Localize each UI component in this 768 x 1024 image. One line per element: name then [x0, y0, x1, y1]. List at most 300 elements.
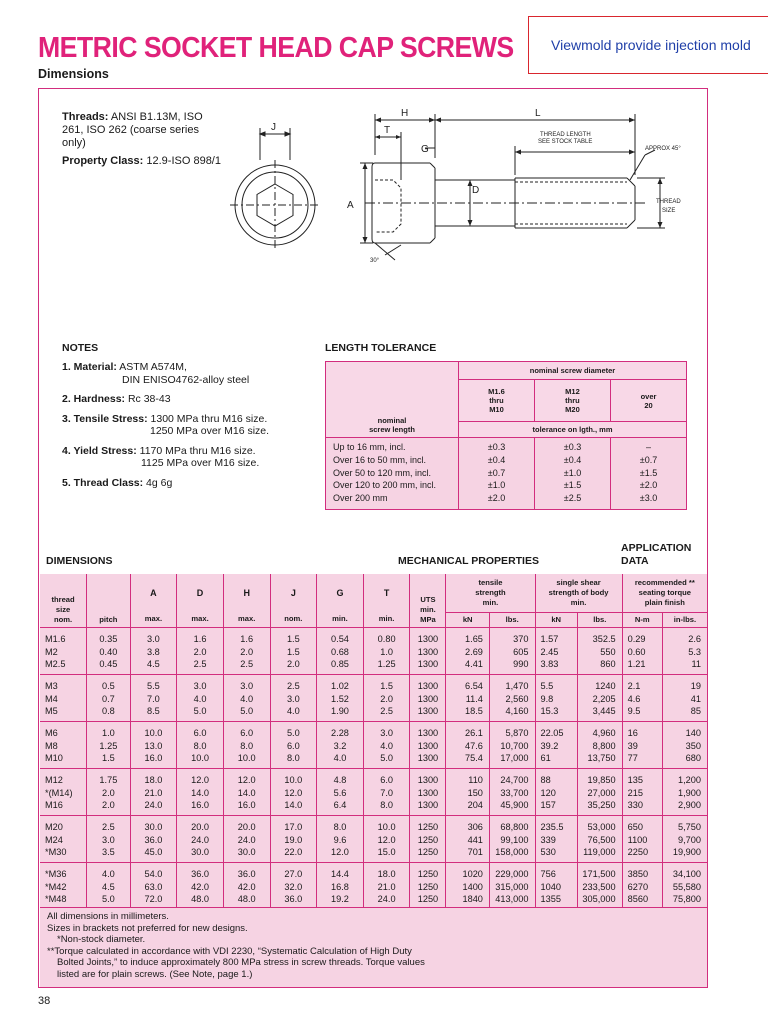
property-class-spec — [62, 155, 221, 168]
page-title: METRIC SOCKET HEAD CAP SCREWS — [38, 32, 514, 64]
label-g: G — [421, 144, 429, 155]
table-cell: 3.0 — [363, 727, 410, 740]
table-cell: 1.57 — [535, 633, 577, 646]
table-cell: 99,100 — [489, 834, 535, 847]
table-cell: 24.0 — [177, 834, 224, 847]
table-cell: 680 — [662, 752, 707, 768]
note-thread-class: 5. Thread Class: 4g 6g — [62, 476, 173, 489]
table-cell: 1250 — [410, 868, 446, 881]
table-cell: 3.0 — [130, 633, 177, 646]
table-cell: 3850 — [622, 868, 662, 881]
table-cell: 13,750 — [577, 752, 622, 768]
table-cell: 8.0 — [223, 740, 270, 753]
footnote-brackets: Sizes in brackets not preferred for new designs. — [47, 922, 248, 934]
table-cell: 4.0 — [270, 705, 317, 721]
table-cell: 0.68 — [317, 646, 364, 659]
tolerance-cell: Over 16 to 50 mm, incl. — [333, 454, 427, 465]
table-cell: 119,000 — [577, 846, 622, 862]
table-cell: 16.0 — [223, 799, 270, 815]
table-cell: M5 — [40, 705, 87, 721]
table-cell: 4.0 — [223, 693, 270, 706]
table-cell: 4.6 — [622, 693, 662, 706]
table-cell: 19.0 — [270, 834, 317, 847]
table-cell: 2.0 — [177, 646, 224, 659]
application-data-heading: APPLICATION DATA — [621, 542, 692, 567]
torque-inlbs-header: in-lbs. — [662, 612, 707, 627]
table-cell: 0.40 — [87, 646, 130, 659]
table-cell: 8.0 — [317, 821, 364, 834]
approx-45-label: APPROX 45° — [645, 146, 681, 152]
table-cell: 2.0 — [87, 787, 130, 800]
table-cell: 36.0 — [130, 834, 177, 847]
table-cell: 18.0 — [363, 868, 410, 881]
table-cell: 6.0 — [270, 740, 317, 753]
table-cell: M1.6 — [45, 634, 66, 644]
table-cell: 5,870 — [489, 727, 535, 740]
thread-size-header: thread size nom. — [40, 574, 87, 627]
tolerance-header: tolerance on lgth., mm — [459, 422, 687, 438]
table-cell: 88 — [535, 774, 577, 787]
table-cell: 15.0 — [363, 846, 410, 862]
table-cell: 0.60 — [622, 646, 662, 659]
table-cell: 8560 — [622, 893, 662, 909]
table-cell: 36.0 — [223, 868, 270, 881]
footnote-torque: **Torque calculated in accordance with VDI 2230, “Systematic Calculation of High Duty — [47, 945, 412, 957]
table-row — [40, 633, 707, 646]
table-cell: 16.0 — [130, 752, 177, 768]
table-cell: 1100 — [622, 834, 662, 847]
table-cell: 1250 — [410, 881, 446, 894]
table-cell: 5.0 — [363, 752, 410, 768]
table-cell: 36.0 — [177, 868, 224, 881]
t-header: T — [363, 574, 410, 612]
table-cell: 30.0 — [130, 821, 177, 834]
tolerance-row — [326, 438, 687, 454]
table-cell: 4.0 — [363, 740, 410, 753]
table-cell: 339 — [535, 834, 577, 847]
tolerance-cell: ±3.0 — [610, 492, 686, 509]
table-cell: 17.0 — [270, 821, 317, 834]
table-cell: 4,960 — [577, 727, 622, 740]
table-cell: 2250 — [622, 846, 662, 862]
table-cell: 11.4 — [446, 693, 489, 706]
table-cell: 75,800 — [662, 893, 707, 909]
tensile-strength-header: tensile strength min. — [446, 574, 535, 612]
table-cell: 1020 — [446, 868, 489, 881]
table-cell: 14.0 — [223, 787, 270, 800]
table-cell: 13.0 — [130, 740, 177, 753]
table-cell: 7.0 — [363, 787, 410, 800]
table-cell: 27,000 — [577, 787, 622, 800]
j-sub-header: nom. — [270, 612, 317, 627]
d-sub-header: max. — [177, 612, 224, 627]
seating-torque-header: recommended ** seating torque plain finish — [622, 574, 707, 612]
thread-size-label-1: THREAD — [656, 199, 681, 205]
table-cell: 2.0 — [223, 646, 270, 659]
table-cell: 2,900 — [662, 799, 707, 815]
table-cell: 9.5 — [622, 705, 662, 721]
shear-strength-header: single shear strength of body min. — [535, 574, 622, 612]
table-cell: 10.0 — [223, 752, 270, 768]
g-header: G — [317, 574, 364, 612]
table-cell: 0.45 — [87, 658, 130, 674]
table-cell: 5.0 — [87, 893, 130, 909]
table-cell: 1355 — [535, 893, 577, 909]
table-cell: 42.0 — [223, 881, 270, 894]
tolerance-cell: ±1.0 — [534, 467, 610, 480]
table-cell: 2.0 — [363, 693, 410, 706]
table-cell: 1.6 — [223, 633, 270, 646]
table-cell: 1.0 — [87, 727, 130, 740]
table-cell: 1.21 — [622, 658, 662, 674]
thread-length-note: SEE STOCK TABLE — [538, 139, 593, 145]
table-cell: 24.0 — [223, 834, 270, 847]
table-cell: 2.0 — [87, 799, 130, 815]
note-yield-stress: 4. Yield Stress: 1170 MPa thru M16 size. 1125 MPa over M16 size. — [62, 444, 260, 469]
table-cell: 0.8 — [87, 705, 130, 721]
table-cell: M12 — [45, 775, 63, 785]
footnote-non-stock: *Non-stock diameter. — [57, 934, 146, 945]
table-cell: 8.0 — [270, 752, 317, 768]
table-cell: 1300 — [410, 799, 446, 815]
table-cell: 76,500 — [577, 834, 622, 847]
table-cell: 1040 — [535, 881, 577, 894]
table-cell: *M48 — [40, 893, 87, 909]
table-cell: 3,445 — [577, 705, 622, 721]
footnote-units: All dimensions in millimeters. — [47, 911, 169, 922]
tolerance-cell: ±1.5 — [534, 479, 610, 492]
table-cell: 110 — [446, 774, 489, 787]
label-30-deg: 30° — [370, 258, 380, 264]
tolerance-cell: ±1.5 — [610, 467, 686, 480]
table-cell: 3.0 — [87, 834, 130, 847]
table-cell: M4 — [45, 693, 58, 704]
threads-spec — [62, 111, 203, 150]
screw-diagram — [225, 100, 705, 280]
table-cell: 701 — [446, 846, 489, 862]
table-cell: 1300 — [410, 680, 446, 693]
table-cell: 120 — [535, 787, 577, 800]
table-cell: 157 — [535, 799, 577, 815]
uts-header: UTS min. MPa — [410, 574, 446, 627]
table-cell: 370 — [489, 633, 535, 646]
mechanical-properties-heading: MECHANICAL PROPERTIES — [398, 555, 539, 567]
table-cell: *M30 — [40, 846, 87, 862]
table-cell: 75.4 — [446, 752, 489, 768]
table-cell: *(M14) — [45, 787, 73, 798]
table-cell: 2.5 — [363, 705, 410, 721]
label-t: T — [384, 125, 391, 136]
tensile-lbs-header: lbs. — [489, 612, 535, 627]
table-cell: 1240 — [577, 680, 622, 693]
table-cell: 27.0 — [270, 868, 317, 881]
table-cell: *M36 — [45, 869, 67, 879]
table-cell: 233,500 — [577, 881, 622, 894]
table-cell: 4.8 — [317, 774, 364, 787]
table-cell: 34,100 — [662, 868, 707, 881]
table-cell: 2,205 — [577, 693, 622, 706]
note-hardness: 2. Hardness: Rc 38-43 — [62, 393, 171, 405]
table-cell: 4,160 — [489, 705, 535, 721]
table-cell: M24 — [45, 834, 63, 845]
threads-line-1: ANSI B1.13M, ISO — [110, 111, 203, 123]
table-cell: 8.0 — [177, 740, 224, 753]
tolerance-cell: ±2.5 — [534, 492, 610, 509]
table-cell: 24,700 — [489, 774, 535, 787]
table-cell: M20 — [45, 822, 63, 832]
table-cell: 16 — [622, 727, 662, 740]
table-cell: 550 — [577, 646, 622, 659]
h-header: H — [223, 574, 270, 612]
table-cell: 20.0 — [177, 821, 224, 834]
table-cell: 4.0 — [177, 693, 224, 706]
table-row — [40, 740, 707, 753]
table-cell: 6.54 — [446, 680, 489, 693]
table-cell: 5.0 — [177, 705, 224, 721]
table-cell: 605 — [489, 646, 535, 659]
tolerance-cell: ±0.7 — [610, 454, 686, 467]
table-cell: 1300 — [410, 774, 446, 787]
table-cell: 1.5 — [87, 752, 130, 768]
property-label: Property Class: — [62, 155, 144, 167]
table-cell: 6.0 — [177, 727, 224, 740]
pitch-header: pitch — [87, 574, 130, 627]
tolerance-row — [326, 454, 687, 467]
table-cell: 990 — [489, 658, 535, 674]
table-cell: 18.5 — [446, 705, 489, 721]
table-cell: 315,000 — [489, 881, 535, 894]
table-cell: 32.0 — [270, 881, 317, 894]
table-cell: 1400 — [446, 881, 489, 894]
table-cell: 24.0 — [130, 799, 177, 815]
table-cell: 1,900 — [662, 787, 707, 800]
a-sub-header: max. — [130, 612, 177, 627]
length-tolerance-heading: LENGTH TOLERANCE — [325, 342, 437, 354]
table-cell: 229,000 — [489, 868, 535, 881]
label-d: D — [472, 185, 480, 196]
table-cell: 77 — [622, 752, 662, 768]
table-cell: 305,000 — [577, 893, 622, 909]
tensile-kn-header: kN — [446, 612, 489, 627]
threads-line-2: 261, ISO 262 (coarse series — [62, 124, 199, 136]
tolerance-cell: ±2.0 — [610, 479, 686, 492]
table-cell: 2.6 — [662, 633, 707, 646]
table-cell: 4.0 — [317, 752, 364, 768]
table-cell: 350 — [662, 740, 707, 753]
t-sub-header: min. — [363, 612, 410, 627]
table-cell: 2.28 — [317, 727, 364, 740]
table-cell: 19,900 — [662, 846, 707, 862]
table-cell: 63.0 — [130, 881, 177, 894]
table-cell: 22.0 — [270, 846, 317, 862]
table-cell: 1.75 — [87, 774, 130, 787]
col-header-m1-6: M1.6 thru M10 — [459, 380, 535, 422]
note-material: 1. Material: ASTM A574M, DIN ENISO4762-alloy steel — [62, 361, 250, 386]
table-cell: 12.0 — [223, 774, 270, 787]
table-cell: 8.5 — [130, 705, 177, 721]
table-cell: 4.0 — [87, 868, 130, 881]
table-cell: 135 — [622, 774, 662, 787]
tolerance-cell: ±0.4 — [459, 454, 535, 467]
table-cell: 1250 — [410, 834, 446, 847]
table-cell: 1.25 — [87, 740, 130, 753]
table-cell: 19 — [662, 680, 707, 693]
table-cell: 15.3 — [535, 705, 577, 721]
table-cell: 10.0 — [130, 727, 177, 740]
table-cell: 1.5 — [270, 646, 317, 659]
table-cell: 10.0 — [177, 752, 224, 768]
page-number: 38 — [38, 995, 51, 1007]
table-cell: 5,750 — [662, 821, 707, 834]
label-j: J — [271, 122, 276, 133]
table-row — [40, 868, 707, 881]
table-cell: 33,700 — [489, 787, 535, 800]
table-cell: 1.5 — [270, 633, 317, 646]
table-cell: 16.0 — [177, 799, 224, 815]
ad-link[interactable]: Viewmold provide injection mold — [551, 37, 751, 53]
table-row — [40, 881, 707, 894]
table-cell: 1.0 — [363, 646, 410, 659]
table-cell: 204 — [446, 799, 489, 815]
table-row — [40, 834, 707, 847]
table-cell: 1.02 — [317, 680, 364, 693]
tolerance-cell: ±2.0 — [459, 492, 535, 509]
table-cell: 9.8 — [535, 693, 577, 706]
thread-length-label: THREAD LENGTH — [540, 132, 591, 138]
table-cell: 55,580 — [662, 881, 707, 894]
table-cell: 26.1 — [446, 727, 489, 740]
table-cell: *M42 — [45, 881, 67, 892]
tolerance-cell: ±1.0 — [459, 479, 535, 492]
threads-label: Threads: — [62, 111, 109, 123]
footnote-torque-cont-1: Bolted Joints,” to induce approximately 800 MPa stress in screw threads. Torque values — [57, 957, 425, 968]
table-cell: 5.5 — [130, 680, 177, 693]
table-cell: 1300 — [410, 705, 446, 721]
tolerance-cell: ±0.3 — [534, 438, 610, 454]
table-cell: 0.85 — [317, 658, 364, 674]
table-cell: 860 — [577, 658, 622, 674]
j-header: J — [270, 574, 317, 612]
table-cell: 30.0 — [223, 846, 270, 862]
table-cell: 12.0 — [317, 846, 364, 862]
table-cell: 8.0 — [363, 799, 410, 815]
tolerance-cell: ±0.7 — [459, 467, 535, 480]
table-cell: 39.2 — [535, 740, 577, 753]
ad-banner[interactable] — [528, 16, 768, 74]
table-cell: 150 — [446, 787, 489, 800]
table-cell: 48.0 — [177, 893, 224, 909]
table-cell: 5.5 — [535, 680, 577, 693]
table-cell: 2.5 — [177, 658, 224, 674]
table-cell: 20.0 — [223, 821, 270, 834]
table-cell: 22.05 — [535, 727, 577, 740]
col-header-over-20: over 20 — [610, 380, 686, 422]
table-cell: 4.5 — [130, 658, 177, 674]
table-cell: 61 — [535, 752, 577, 768]
table-cell: 1300 — [410, 693, 446, 706]
table-cell: 1250 — [410, 846, 446, 862]
table-row — [40, 658, 707, 674]
table-cell: 1.90 — [317, 705, 364, 721]
tolerance-cell: Up to 16 mm, incl. — [333, 442, 406, 452]
tolerance-cell: – — [610, 438, 686, 454]
table-row — [40, 646, 707, 659]
table-cell: 45.0 — [130, 846, 177, 862]
thread-size-label-2: SIZE — [662, 208, 676, 214]
table-cell: 1.6 — [177, 633, 224, 646]
table-cell: 171,500 — [577, 868, 622, 881]
d-header: D — [177, 574, 224, 612]
notes-heading: NOTES — [62, 342, 99, 354]
col-header-m12: M12 thru M20 — [534, 380, 610, 422]
table-row — [40, 705, 707, 721]
table-cell: 5.0 — [270, 727, 317, 740]
table-cell: 1300 — [410, 752, 446, 768]
tolerance-cell: ±0.3 — [459, 438, 535, 454]
table-cell: 8,800 — [577, 740, 622, 753]
label-a: A — [347, 200, 354, 211]
table-cell: 4.5 — [87, 881, 130, 894]
table-cell: 1,470 — [489, 680, 535, 693]
table-cell: 1840 — [446, 893, 489, 909]
table-cell: 1250 — [410, 821, 446, 834]
table-cell: 4.41 — [446, 658, 489, 674]
threads-line-3: only) — [62, 137, 86, 149]
table-cell: 2.69 — [446, 646, 489, 659]
table-cell: M8 — [45, 740, 58, 751]
tolerance-cell: ±0.4 — [534, 454, 610, 467]
table-cell: 85 — [662, 705, 707, 721]
label-h: H — [401, 108, 409, 119]
table-cell: 0.29 — [622, 633, 662, 646]
length-tolerance-table — [325, 361, 687, 510]
table-cell: 3.0 — [177, 680, 224, 693]
table-cell: 18.0 — [130, 774, 177, 787]
table-cell: 36.0 — [270, 893, 317, 909]
shear-kn-header: kN — [535, 612, 577, 627]
label-l: L — [535, 108, 541, 119]
table-cell: 5.3 — [662, 646, 707, 659]
table-cell: 68,800 — [489, 821, 535, 834]
table-cell: 650 — [622, 821, 662, 834]
table-cell: 306 — [446, 821, 489, 834]
table-row — [40, 821, 707, 834]
table-cell: 12.0 — [270, 787, 317, 800]
table-cell: 2.45 — [535, 646, 577, 659]
table-cell: 0.5 — [87, 680, 130, 693]
table-cell: 6.0 — [223, 727, 270, 740]
table-cell: 1300 — [410, 727, 446, 740]
table-cell: 1300 — [410, 633, 446, 646]
table-cell: 39 — [622, 740, 662, 753]
table-cell: 41 — [662, 693, 707, 706]
table-cell: 2.5 — [87, 821, 130, 834]
table-cell: 413,000 — [489, 893, 535, 909]
table-cell: 16.8 — [317, 881, 364, 894]
page-subtitle: Dimensions — [38, 67, 109, 81]
table-cell: 2.0 — [270, 658, 317, 674]
table-cell: 6270 — [622, 881, 662, 894]
table-cell: 3.0 — [270, 693, 317, 706]
table-cell: 35,250 — [577, 799, 622, 815]
tolerance-row — [326, 492, 687, 509]
table-row — [40, 752, 707, 768]
tolerance-row — [326, 479, 687, 492]
table-cell: 30.0 — [177, 846, 224, 862]
table-cell: 1300 — [410, 658, 446, 674]
nominal-length-header: nominal screw length — [326, 362, 459, 438]
table-cell: 1.25 — [363, 658, 410, 674]
